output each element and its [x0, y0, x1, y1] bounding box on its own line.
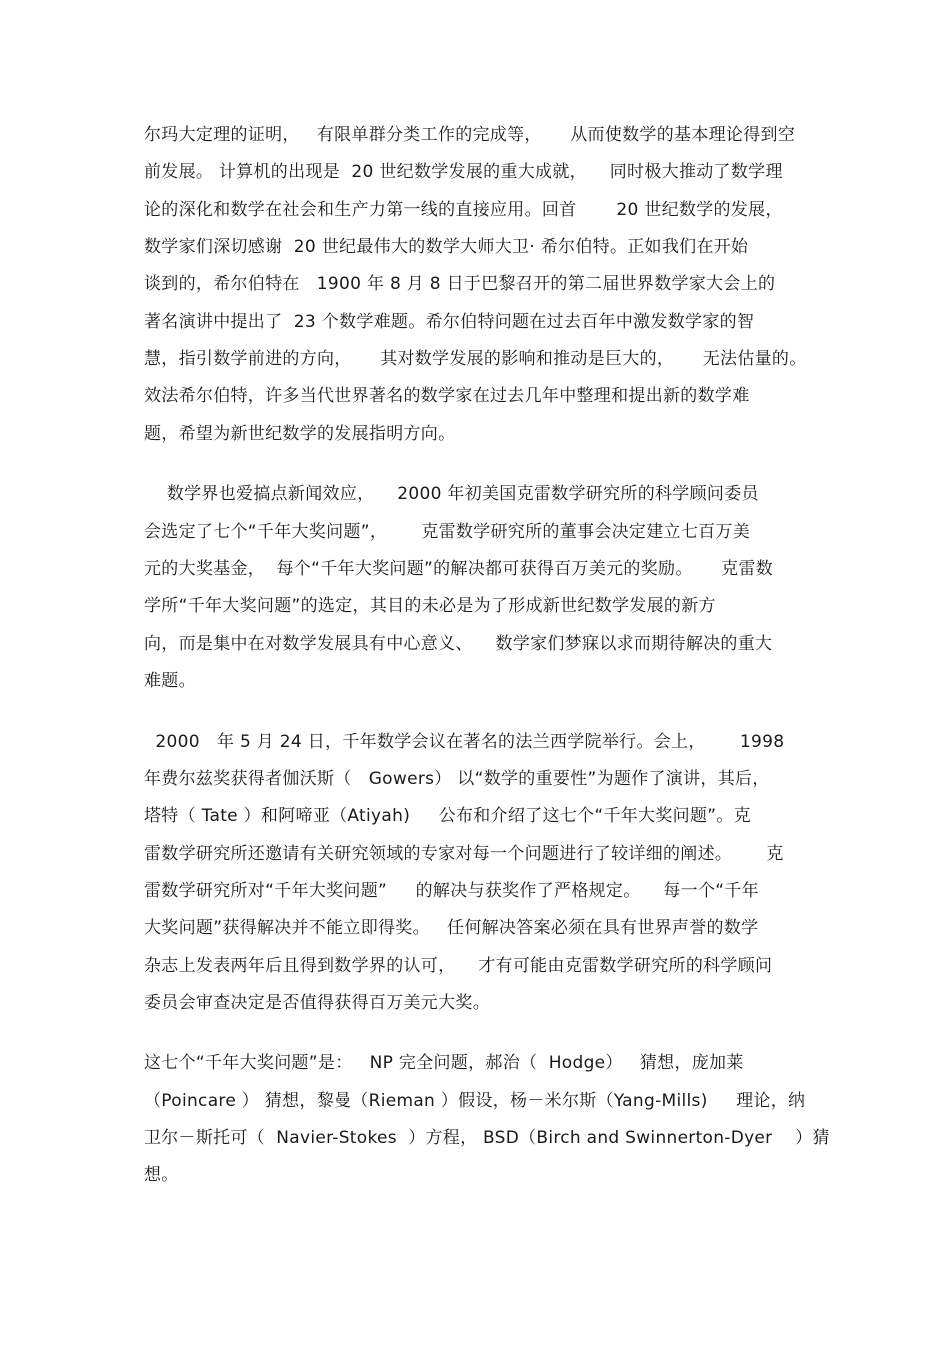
text-line: 卫尔－斯托可（ Navier-Stokes ）方程， BSD（Birch and Swinnerton-Dyer ）猜 — [144, 1128, 830, 1148]
text-line: 数学家们深切感谢 20 世纪最伟大的数学大师大卫· 希尔伯特。正如我们在开始 — [144, 237, 749, 257]
text-line: 元的大奖基金， 每个“千年大奖问题”的解决都可获得百万美元的奖励。 克雷数 — [144, 559, 774, 579]
text-line: 论的深化和数学在社会和生产力第一线的直接应用。回首 20 世纪数学的发展， — [144, 200, 783, 220]
text-line: 尔玛大定理的证明， 有限单群分类工作的完成等， 从而使数学的基本理论得到空 — [144, 125, 796, 145]
text-line: 杂志上发表两年后且得到数学界的认可， 才有可能由克雷数学研究所的科学顾问 — [144, 956, 773, 976]
text-line: 想。 — [144, 1165, 179, 1185]
text-line: 年费尔兹奖获得者伽沃斯（ Gowers） 以“数学的重要性”为题作了演讲，其后， — [144, 769, 770, 789]
text-line: 学所“千年大奖问题”的选定，其目的未必是为了形成新世纪数学发展的新方 — [144, 596, 716, 616]
text-line: 难题。 — [144, 671, 196, 691]
text-line: 雷数学研究所对“千年大奖问题” 的解决与获奖作了严格规定。 每一个“千年 — [144, 881, 759, 901]
text-line: 向，而是集中在对数学发展具有中心意义、 数学家们梦寐以求而期待解决的重大 — [144, 634, 773, 654]
text-line: 慧，指引数学前进的方向， 其对数学发展的影响和推动是巨大的， 无法估量的。 — [144, 349, 807, 369]
text-line: （Poincare ） 猜想，黎曼（Rieman ）假设，杨－米尔斯（Yang-Mills) 理论，纳 — [144, 1091, 806, 1111]
text-line: 数学界也爱搞点新闻效应， 2000 年初美国克雷数学研究所的科学顾问委员 — [144, 484, 759, 504]
text-line: 2000 年 5 月 24 日，千年数学会议在著名的法兰西学院举行。会上， 1998 — [144, 732, 785, 752]
text-line: 大奖问题”获得解决并不能立即得奖。 任何解决答案必须在具有世界声誉的数学 — [144, 918, 759, 938]
text-line: 谈到的，希尔伯特在 1900 年 8 月 8 日于巴黎召开的第二届世界数学家大会上的 — [144, 274, 776, 294]
text-line: 效法希尔伯特，许多当代世界著名的数学家在过去几年中整理和提出新的数学难 — [144, 386, 750, 406]
text-line: 著名演讲中提出了 23 个数学难题。希尔伯特问题在过去百年中激发数学家的智 — [144, 312, 755, 332]
text-line: 雷数学研究所还邀请有关研究领域的专家对每一个问题进行了较详细的阐述。 克 — [144, 844, 784, 864]
text-line: 塔特（ Tate ）和阿啼亚（Atiyah) 公布和介绍了这七个“千年大奖问题”。克 — [144, 806, 751, 826]
text-line: 前发展。 计算机的出现是 20 世纪数学发展的重大成就， 同时极大推动了数学理 — [144, 162, 783, 182]
text-line: 这七个“千年大奖问题”是： NP 完全问题，郝治（ Hodge） 猜想，庞加莱 — [144, 1053, 744, 1073]
text-line: 会选定了七个“千年大奖问题”， 克雷数学研究所的董事会决定建立七百万美 — [144, 522, 751, 542]
text-line: 题，希望为新世纪数学的发展指明方向。 — [144, 424, 456, 444]
text-line: 委员会审查决定是否值得获得百万美元大奖。 — [144, 993, 490, 1013]
